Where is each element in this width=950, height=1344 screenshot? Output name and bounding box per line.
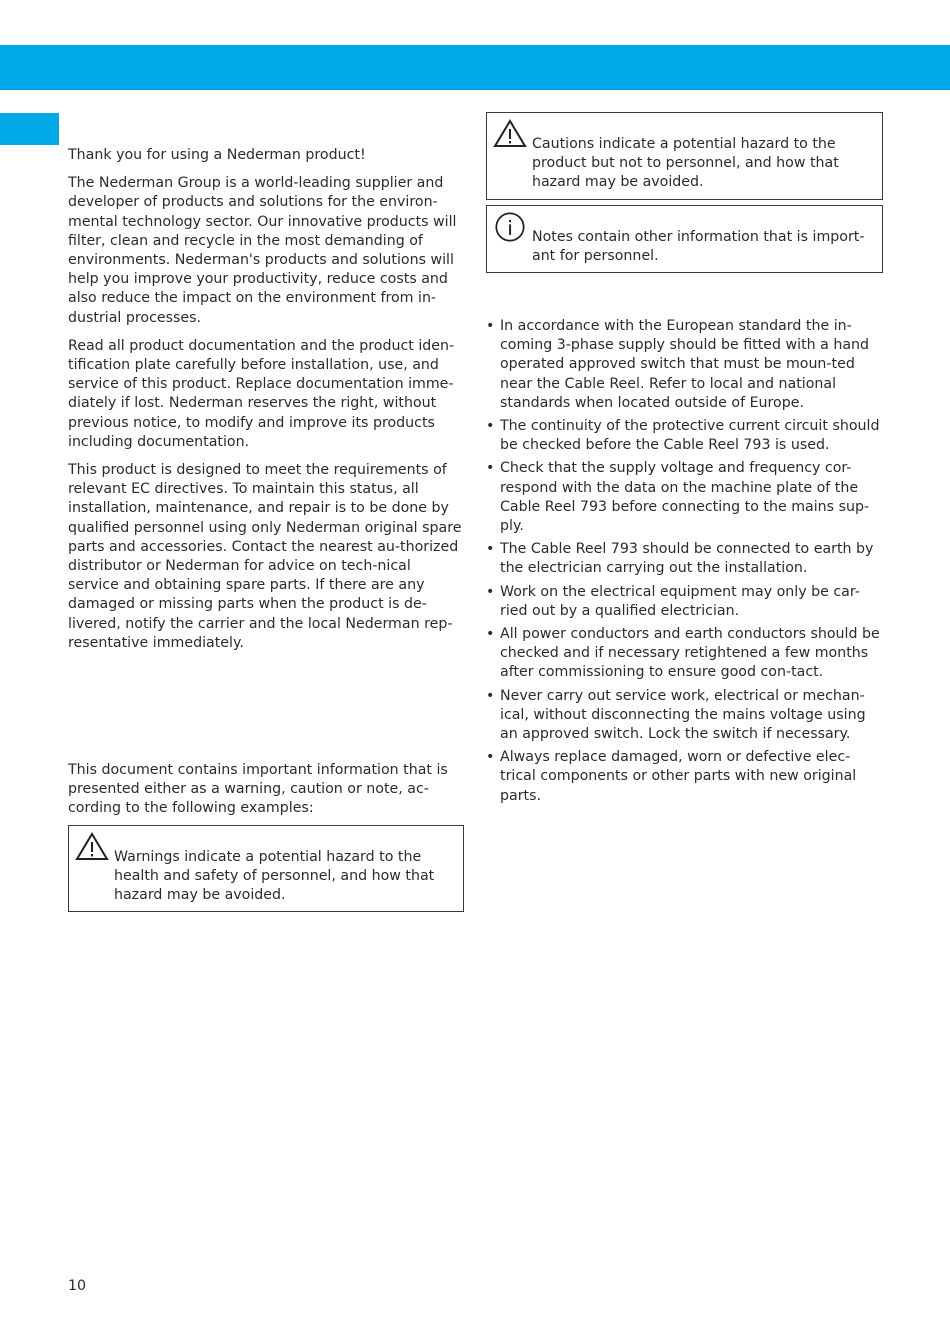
header-color-bar bbox=[0, 45, 950, 90]
list-item: • The continuity of the protective current circuit should be checked before the Cable Reel 793 is used. bbox=[486, 418, 880, 454]
right-column bbox=[486, 112, 883, 810]
note-box bbox=[486, 205, 883, 273]
note-text: Notes contain other information that is import-ant for personnel. bbox=[532, 228, 865, 264]
info-circle-icon bbox=[493, 212, 527, 242]
intro-paragraph-documentation: Read all product documentation and the product iden-tification plate carefully before installation, use, and service of this product. Replace documentation imme-diately if lost. Nederman reserves the right, without previous notice, to modify and improve its products including documentation. bbox=[68, 337, 455, 450]
warning-text: Warnings indicate a potential hazard to the health and safety of personnel, and how that hazard may be avoided. bbox=[114, 848, 435, 904]
intro-paragraph-directives: This product is designed to meet the requirements of relevant EC directives. To maintain this status, all installation, maintenance, and repair is to be done by qualified personnel using only Nederman original spare parts and accessories. Contact the nearest au-thorized distributor or Nederman for advice on tech-nical service and obtaining spare parts. If there are any damaged or missing parts when the product is de-livered, notify the carrier and the local Nederman rep-resentative immediately. bbox=[68, 462, 462, 651]
bullet-marker: • bbox=[486, 460, 495, 477]
list-item: • Check that the supply voltage and frequency cor-respond with the data on the machine plate of the Cable Reel 793 before connecting to the mains sup-ply. bbox=[486, 460, 870, 535]
bullet-marker: • bbox=[486, 626, 495, 643]
section-tab-marker bbox=[0, 113, 59, 145]
safety-bullet-list bbox=[486, 317, 883, 806]
list-item: • All power conductors and earth conductors should be checked and if necessary retightened a few months after commissioning to ensure good con-tact. bbox=[486, 626, 880, 681]
caution-text: Cautions indicate a potential hazard to the product but not to personnel, and how that hazard may be avoided. bbox=[532, 136, 839, 191]
warning-box bbox=[68, 825, 464, 913]
bullet-marker: • bbox=[486, 541, 495, 558]
intro-paragraph-company: The Nederman Group is a world-leading supplier and developer of products and solutions for the environ-mental technology sector. Our innovative products will filter, clean and recycle in the most demanding of environments. Nederman's products and solutions will help you improve your productivity, reduce costs and also reduce the impact on the environment from in-dustrial processes. bbox=[68, 175, 457, 326]
list-item: • Never carry out service work, electrical or mechan-ical, without disconnecting the mains voltage using an approved switch. Lock the switch if necessary. bbox=[486, 687, 866, 743]
warning-triangle-icon bbox=[493, 119, 527, 149]
list-item: • Always replace damaged, worn or defective elec-trical components or other parts with new original parts. bbox=[486, 749, 857, 804]
list-item: • In accordance with the European standard the in-coming 3-phase supply should be fitted with a hand operated approved switch that must be moun-ted near the Cable Reel. Refer to local and national standards when located outside of Europe. bbox=[486, 318, 870, 411]
bullet-marker: • bbox=[486, 418, 495, 435]
intro-thanks: Thank you for using a Nederman product! bbox=[68, 147, 366, 163]
caution-box bbox=[486, 112, 883, 200]
bullet-marker: • bbox=[486, 583, 495, 600]
bullet-marker: • bbox=[486, 749, 495, 766]
list-item: • Work on the electrical equipment may only be car-ried out by a qualified electrician. bbox=[486, 583, 860, 619]
bullet-marker: • bbox=[486, 318, 495, 335]
page-number: 10 bbox=[68, 1278, 87, 1294]
left-column bbox=[68, 146, 464, 912]
bullet-marker: • bbox=[486, 687, 495, 704]
list-item: • The Cable Reel 793 should be connected to earth by the electrician carrying out the installation. bbox=[486, 541, 874, 577]
section-gap bbox=[68, 653, 464, 761]
warning-triangle-icon bbox=[75, 832, 109, 862]
document-intro: This document contains important information that is presented either as a warning, caution or note, ac-cording to the following examples: bbox=[68, 762, 448, 817]
